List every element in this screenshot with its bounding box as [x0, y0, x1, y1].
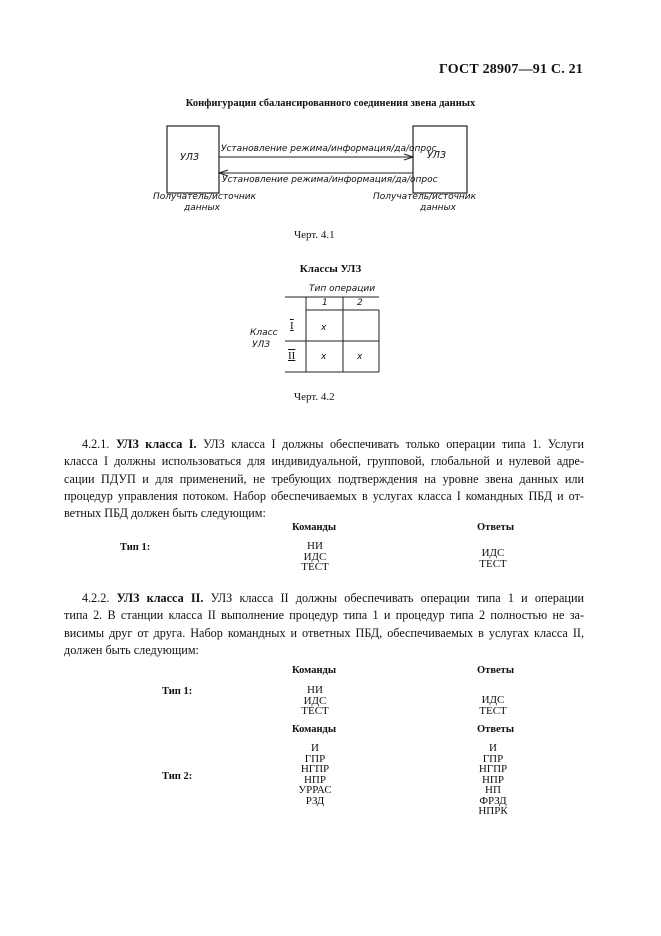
section1-paragraph	[64, 436, 584, 522]
section1-line1	[64, 436, 584, 453]
list-item: ИДС	[481, 547, 505, 559]
row-label-line1: Класс	[250, 328, 278, 338]
list-item: НПР	[303, 773, 326, 786]
figure1-title: Конфигурация сбалансированного соединения звена данных	[185, 98, 476, 109]
section1-number: 4.2.1.	[82, 437, 110, 451]
section2-number: 4.2.2.	[82, 591, 110, 605]
section1-line2: класса I должны использоваться для индивидуальной, групповой, глобальной и нулевой адре-	[64, 454, 584, 469]
section1-commands-header: Команды	[292, 522, 337, 533]
section1-responses-list	[457, 548, 529, 569]
section2-commands-header-2: Команды	[292, 724, 337, 735]
section2-line3: висимы друг от друга. Набор командных и ответных ПБД, обеспечиваемых в услугах класса II,	[64, 625, 584, 640]
left-caption-line2: данных	[184, 203, 220, 213]
left-caption-line1: Получатель/источник	[153, 192, 257, 202]
section2-type1-label: Тип 1:	[162, 686, 193, 697]
list-item: ТЕСТ	[479, 557, 507, 570]
list-item: ФРЗД	[479, 794, 507, 807]
col-header-1: 1	[322, 298, 328, 308]
section1-type-label: Тип 1:	[120, 542, 151, 553]
list-item: НПРК	[478, 805, 508, 817]
list-item: ГПР	[304, 752, 326, 765]
list-item: ИДС	[481, 694, 505, 706]
cell-2-1: x	[321, 352, 327, 362]
right-caption-line1: Получатель/источник	[373, 192, 477, 202]
cell-1-1: x	[321, 323, 327, 333]
section1-line1-text: УЛЗ класса I должны обеспечивать только операции типа 1. Услуги	[203, 437, 585, 451]
section2-line1	[64, 590, 584, 607]
list-item: РЗД	[305, 794, 325, 807]
section2-line2: типа 2. В станции класса II выполнение процедур типа 1 и процедур типа 2 полностью не за-	[64, 608, 584, 623]
section1-line3: сации ПДУП и для применений, не требующих подтверждения на уровне звена данных или	[64, 471, 584, 486]
list-item: ТЕСТ	[479, 704, 507, 717]
list-item: ТЕСТ	[301, 705, 329, 717]
section2-commands-header: Команды	[292, 665, 337, 676]
section1-commands-list	[280, 541, 350, 573]
bottom-arrow-label: Установление режима/информация/да/опрос	[222, 175, 438, 185]
section2-responses-header-2: Ответы	[477, 724, 515, 735]
section2-heading: УЛЗ класса II.	[116, 591, 204, 605]
figure2-caption: Черт. 4.2	[294, 391, 335, 403]
figure2-title: Классы УЛЗ	[299, 263, 362, 275]
section1-heading: УЛЗ класса I.	[115, 437, 197, 451]
list-item: НИ	[307, 684, 323, 696]
list-item: ИДС	[303, 694, 327, 707]
section2-line4: должен быть следующим:	[64, 642, 199, 657]
list-item: НИ	[307, 540, 323, 552]
section2-type2-label: Тип 2:	[162, 771, 193, 782]
list-item: ГПР	[482, 752, 504, 765]
section1-line4: процедур управления потоком. Набор обеспечиваемых в услугах класса I командных ПБД и от-	[64, 488, 584, 503]
section2-type2-responses	[457, 743, 529, 817]
list-item: НПР	[481, 773, 504, 786]
row-header-1: I	[290, 320, 294, 332]
page-header: ГОСТ 28907—91 С. 21	[439, 62, 583, 77]
list-item: НГПР	[300, 763, 330, 775]
section2-responses-header: Ответы	[477, 665, 515, 676]
list-item: НП	[485, 784, 501, 796]
op-type-label: Тип операции	[309, 284, 376, 294]
section2-type1-commands	[280, 685, 350, 717]
list-item: УРРАС	[298, 784, 332, 796]
list-item: НГПР	[478, 763, 508, 775]
list-item: И	[489, 742, 497, 754]
section1-line5: ветных ПБД должен быть следующим:	[64, 506, 266, 521]
list-item: ИДС	[303, 550, 327, 563]
section1-responses-header: Ответы	[477, 522, 515, 533]
section2-line1-text: УЛЗ класса II должны обеспечивать операции типа 1 и операции	[210, 591, 584, 605]
section2-type1-responses	[457, 695, 529, 716]
cell-2-2: x	[357, 352, 363, 362]
left-ulz-label: УЛЗ	[180, 152, 200, 163]
figure1-caption: Черт. 4.1	[294, 229, 335, 241]
section2-paragraph	[64, 590, 584, 659]
right-ulz-label: УЛЗ	[427, 150, 447, 161]
row-header-2: II	[288, 350, 296, 362]
right-caption-line2: данных	[420, 203, 456, 213]
list-item: ТЕСТ	[301, 561, 329, 573]
top-arrow-label: Установление режима/информация/да/опрос	[221, 144, 437, 154]
list-item: И	[311, 742, 319, 754]
section2-type2-commands	[280, 743, 350, 806]
row-label-line2: УЛЗ	[252, 340, 271, 350]
col-header-2: 2	[357, 298, 363, 308]
